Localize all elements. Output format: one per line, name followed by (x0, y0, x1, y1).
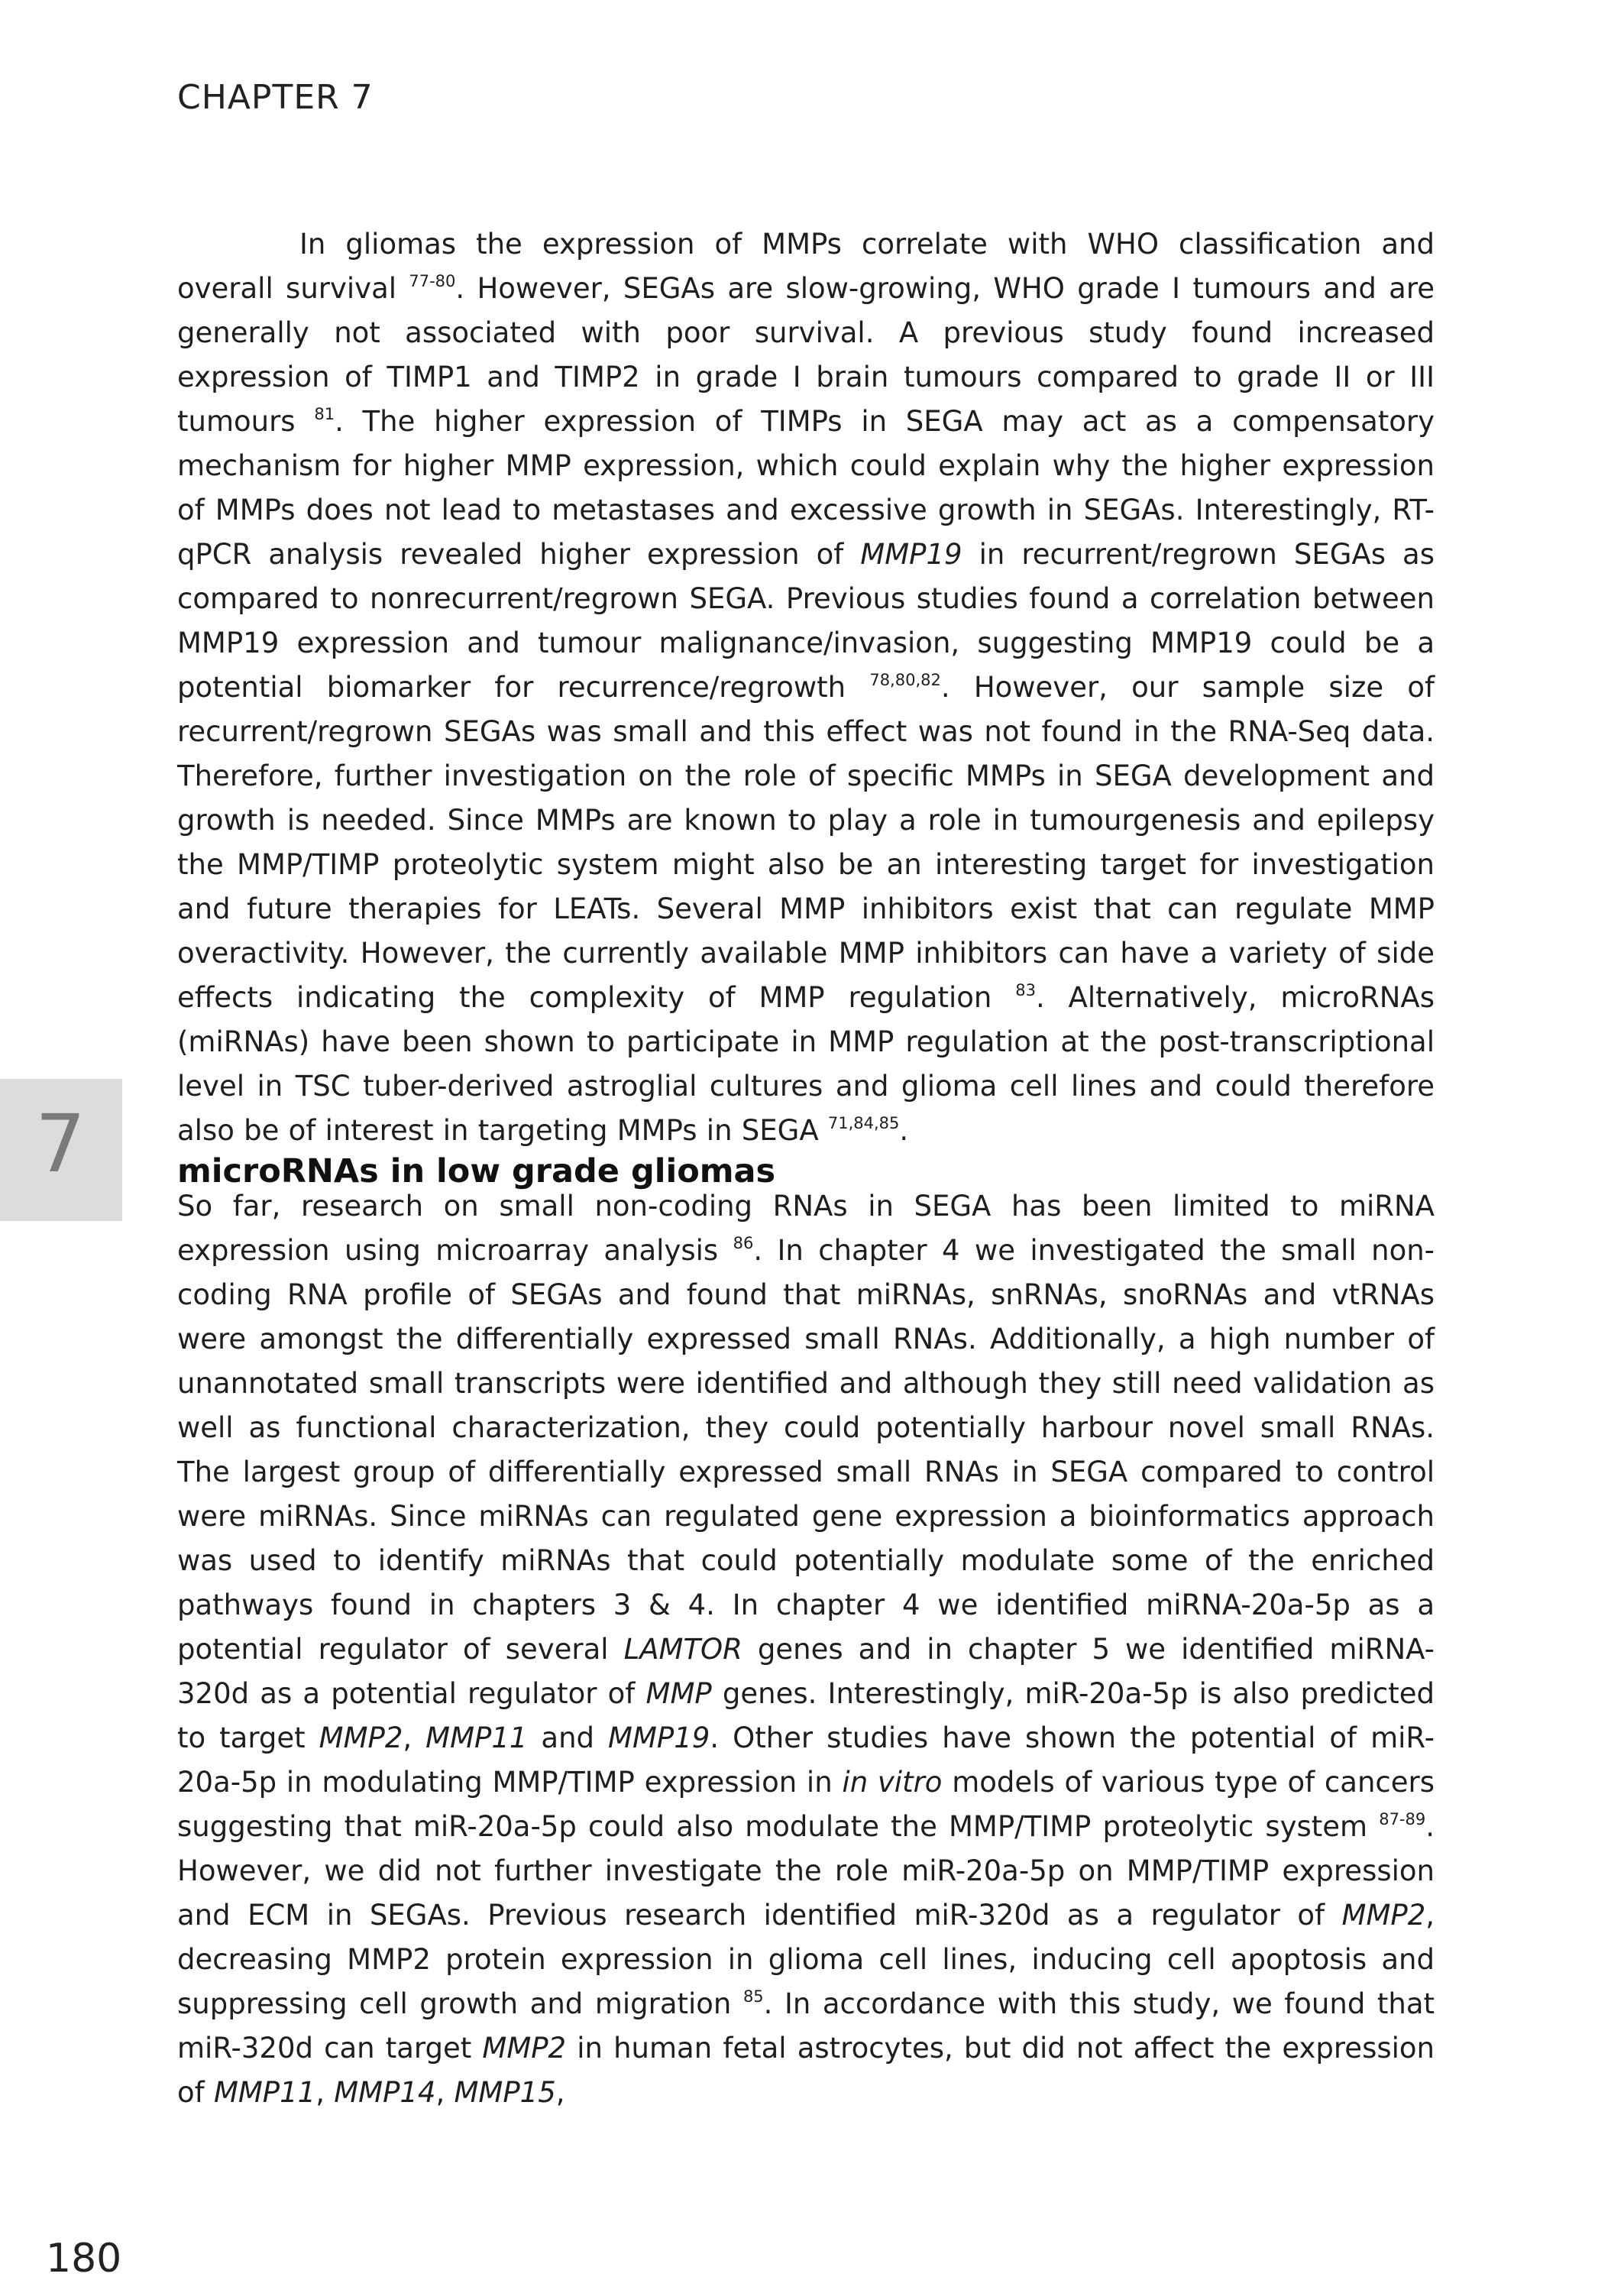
citation-ref: 86 (733, 1234, 754, 1252)
text-run: . (899, 1114, 909, 1147)
section-heading: microRNAs in low grade gliomas (177, 1152, 776, 1190)
gene-name: MMP2 (482, 2032, 567, 2065)
gene-name: MMP14 (334, 2076, 436, 2109)
text-run: genes and in chapter 5 we identified miRNA-320d as a potential regulator of (177, 1633, 1435, 1710)
page-number: 180 (46, 2236, 122, 2282)
text-run: . Other studies have shown the potential of miR-20a-5p in modulating MMP/TIMP expression in (177, 1721, 1435, 1799)
text-run: genes. Interestingly, miR-20a-5p is also predicted to target (177, 1677, 1435, 1754)
gene-name: MMP2 (1341, 1899, 1426, 1932)
text-run: , (555, 2076, 565, 2109)
citation-ref: 83 (1015, 981, 1036, 999)
text-run: . Alternatively, microRNAs (miRNAs) have been shown to participate in MMP regulation at the post-transcriptional level in TSC tuber-derived astroglial cultures and glioma cell lines and could therefore also be of interest in targeting MMPs in SEGA (177, 981, 1435, 1147)
gene-name: MMP (645, 1677, 712, 1710)
citation-ref: 77-80 (409, 272, 456, 290)
gene-name: LAMTOR (623, 1633, 742, 1666)
text-run: , (435, 2076, 455, 2109)
body-paragraph-1 (177, 222, 1435, 1153)
gene-name: MMP11 (425, 1721, 528, 1754)
text-run: . However, our sample size of recurrent/regrown SEGAs was small and this effect was not found in the RNA-Seq data. Therefore, further investigation on the role of specific MMPs in SEGA development and growth is needed. Since MMPs are known to play a role in tumourgenesis and epilepsy the MMP/TIMP proteolytic system might also be an interesting target for investigation and future therapies for LEATs. Several MMP inhibitors exist that can regulate MMP overactivity. However, the currently available MMP inhibitors can have a variety of side effects indicating the complexity of MMP regulation (177, 671, 1435, 1014)
text-run: models of various type of cancers suggesting that miR-20a-5p could also modulate the MMP/TIMP proteolytic system (177, 1766, 1435, 1843)
text-run: in human fetal astrocytes, but did not affect the expression of (177, 2032, 1435, 2109)
text-run: . The higher expression of TIMPs in SEGA may act as a compensatory mechanism for higher MMP expression, which could explain why the higher expression of MMPs does not lead to metastases and excessive growth in SEGAs. Interestingly, RT-qPCR analysis revealed higher expression of (177, 405, 1435, 571)
chapter-tab-number: 7 (35, 1097, 86, 1190)
text-run: . However, SEGAs are slow-growing, WHO grade I tumours and are generally not associated with poor survival. A previous study found increased expression of TIMP1 and TIMP2 in grade I brain tumours compared to grade II or III tumours (177, 272, 1435, 438)
body-paragraph-2 (177, 1184, 1435, 2115)
gene-name: MMP15 (454, 2076, 556, 2109)
gene-name: MMP2 (319, 1721, 403, 1754)
citation-ref: 87-89 (1379, 1810, 1426, 1828)
text-run: and (527, 1721, 609, 1754)
citation-ref: 78,80,82 (869, 671, 941, 689)
text-run: So far, research on small non-coding RNAs in SEGA has been limited to miRNA expression using microarray analysis (177, 1190, 1435, 1267)
text-run: in recurrent/regrown SEGAs as compared to nonrecurrent/regrown SEGA. Previous studies found a correlation between MMP19 expression and tumour malignance/invasion, suggesting MMP19 could be a potential biomarker for recurrence/regrowth (177, 538, 1435, 704)
text-run: . In accordance with this study, we found that miR-320d can target (177, 1987, 1435, 2065)
running-head: CHAPTER 7 (177, 78, 374, 117)
text-run: . However, we did not further investigate the role miR-20a-5p on MMP/TIMP expression and ECM in SEGAs. Previous research identified miR-320d as a regulator of (177, 1810, 1435, 1932)
text-run: . In chapter 4 we investigated the small non-coding RNA profile of SEGAs and found that miRNAs, snRNAs, snoRNAs and vtRNAs were amongst the differentially expressed small RNAs. Additionally, a high number of unannotated small transcripts were identified and although they still need validation as well as functional characterization, they could potentially harbour novel small RNAs. The largest group of differentially expressed small RNAs in SEGA compared to control were miRNAs. Since miRNAs can regulated gene expression a bioinformatics approach was used to identify miRNAs that could potentially modulate some of the enriched pathways found in chapters 3 & 4. In chapter 4 we identified miRNA-20a-5p as a potential regulator of several (177, 1234, 1435, 1666)
citation-ref: 81 (314, 405, 335, 423)
text-run: , (315, 2076, 335, 2109)
gene-name: MMP11 (213, 2076, 316, 2109)
citation-ref: 85 (742, 1987, 764, 2006)
gene-name: MMP19 (608, 1721, 710, 1754)
latin-term: in vitro (842, 1766, 943, 1799)
citation-ref: 71,84,85 (827, 1114, 900, 1132)
text-run: , decreasing MMP2 protein expression in glioma cell lines, inducing cell apoptosis and suppressing cell growth and migration (177, 1899, 1435, 2020)
chapter-tab (0, 1079, 122, 1221)
text-run: In gliomas the expression of MMPs correlate with WHO classification and overall survival (177, 228, 1435, 305)
text-run: , (403, 1721, 426, 1754)
gene-name: MMP19 (860, 538, 962, 571)
